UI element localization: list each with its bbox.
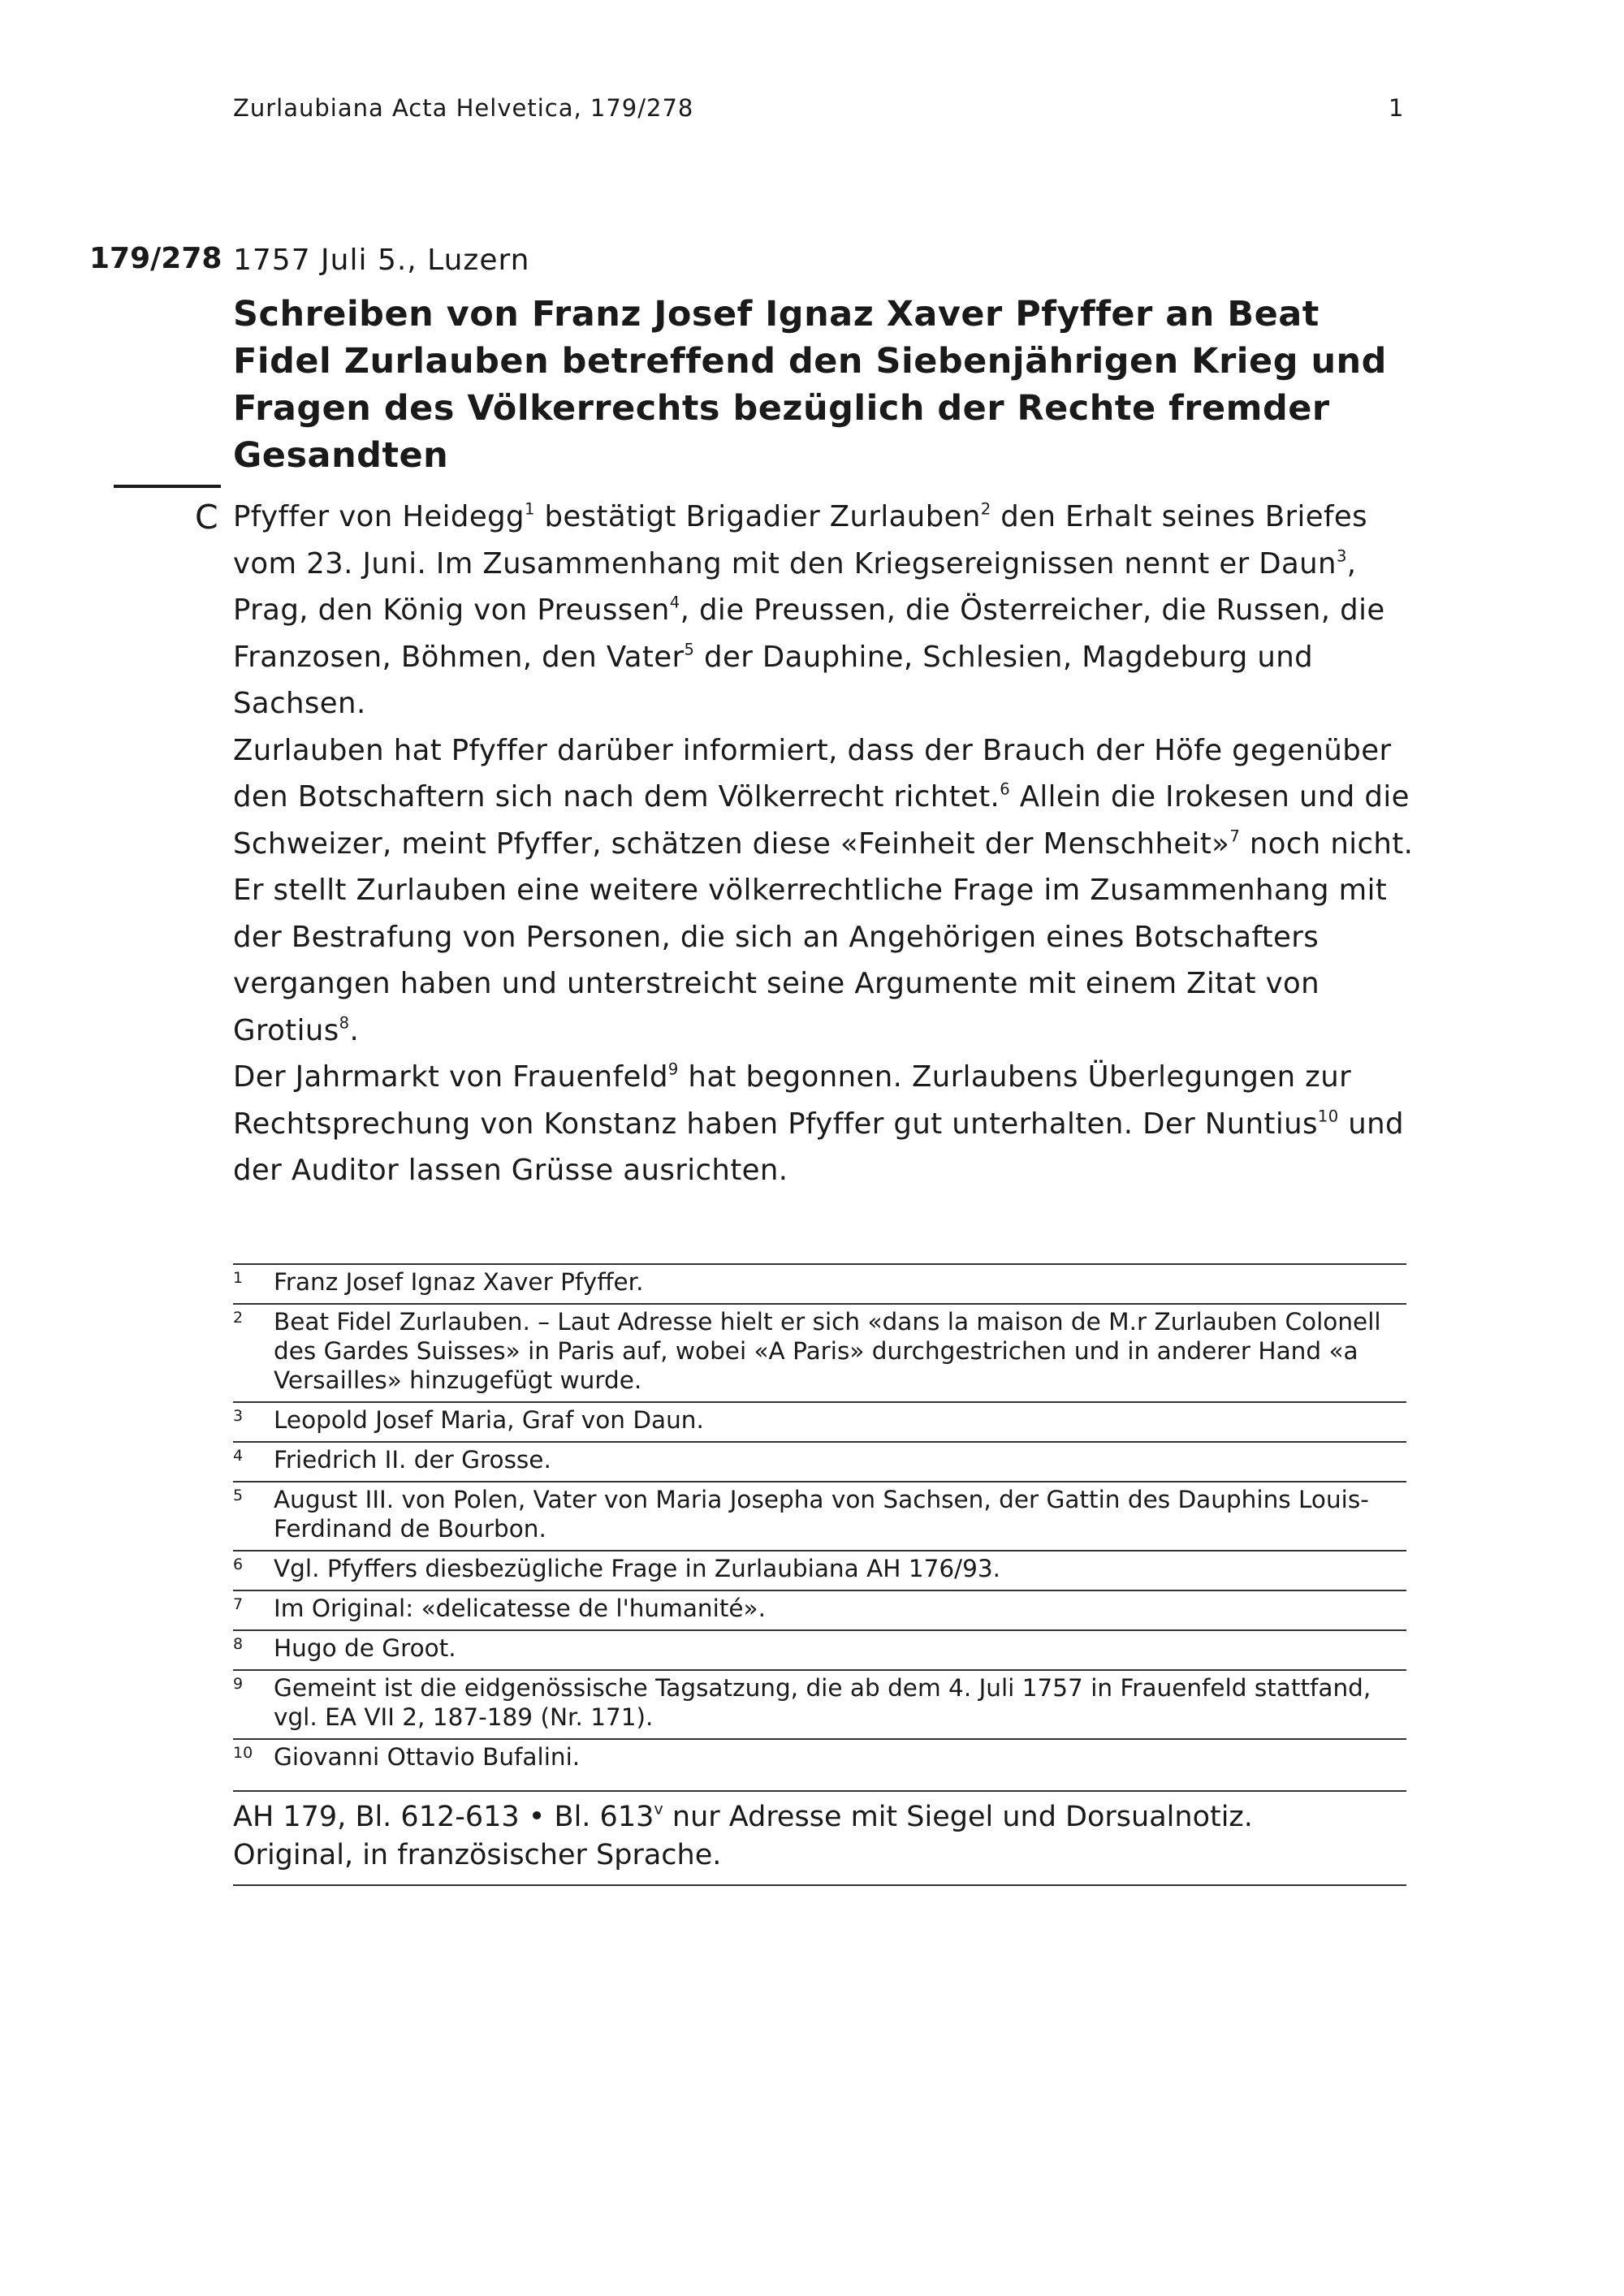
footnote-ref[interactable]: 7 bbox=[1229, 826, 1241, 845]
footnote-ref[interactable]: 2 bbox=[980, 499, 991, 519]
footnote-ref[interactable]: 1 bbox=[524, 499, 535, 519]
footnote-number: 2 bbox=[233, 1309, 244, 1327]
footnote-number: 1 bbox=[233, 1269, 244, 1287]
footnote bbox=[233, 1263, 1406, 1303]
summary-paragraph-1: Pfyffer von Heidegg$^1$ bestätigt Brigadier Zurlauben$^2$ den Erhalt seines Briefes vom 23. Juni. Im Zusammenhang mit den Kriegsereignissen nennt er Daun$^3$, Prag, den König von Preussen$^4$, die Preussen, die Österreicher, die Russen, die Franzosen, Böhmen, den Vater$^5$ der Dauphine, Schlesien, Magdeburg und Sachsen. bbox=[233, 499, 1385, 720]
footnote-ref[interactable]: 10 bbox=[1317, 1106, 1339, 1125]
footnote-number: 10 bbox=[233, 1744, 253, 1762]
footnote-text: Leopold Josef Maria, Graf von Daun. bbox=[274, 1406, 704, 1434]
footnote bbox=[233, 1669, 1406, 1738]
footnote-text: Vgl. Pfyffers diesbezügliche Frage in Zurlaubiana AH 176/93. bbox=[274, 1555, 1000, 1582]
footnote-ref[interactable]: 5 bbox=[684, 639, 695, 658]
margin-letter: C bbox=[195, 498, 218, 537]
footnote bbox=[233, 1590, 1406, 1629]
footnote-number: 8 bbox=[233, 1635, 244, 1653]
footnote bbox=[233, 1738, 1406, 1778]
footnotes bbox=[233, 1263, 1406, 1778]
entry-title: Schreiben von Franz Josef Ignaz Xaver Pfyffer an Beat Fidel Zurlauben betreffend den Siebenjährigen Krieg und Fragen des Völkerrechts bezüglich der Rechte fremder Gesandten bbox=[233, 294, 1387, 476]
footnote-text: Franz Josef Ignaz Xaver Pfyffer. bbox=[274, 1268, 644, 1296]
entry-date-place: 1757 Juli 5., Luzern bbox=[233, 244, 530, 277]
running-title: Zurlaubiana Acta Helvetica, 179/278 bbox=[233, 94, 694, 122]
footnote bbox=[233, 1401, 1406, 1441]
footnote-ref[interactable]: 8 bbox=[339, 1012, 350, 1032]
footnote-ref[interactable]: 3 bbox=[1336, 546, 1347, 565]
summary-paragraph-2: Zurlauben hat Pfyffer darüber informiert, dass der Brauch der Höfe gegenüber den Botschaftern sich nach dem Völkerrecht richtet.$^6$ Allein die Irokesen und die Schweizer, meint Pfyffer, schätzen diese «Feinheit der Menschheit»$^7$ noch nicht. Er stellt Zurlauben eine weitere völkerrechtliche Frage im Zusammenhang mit der Bestrafung von Personen, die sich an Angehörigen eines Botschafters vergangen haben und unterstreicht seine Argumente mit einem Zitat von Grotius$^8$. bbox=[233, 733, 1414, 1047]
footnote-ref[interactable]: 4 bbox=[669, 593, 680, 612]
footnote-number: 5 bbox=[233, 1487, 244, 1504]
footnote-text: Im Original: «delicatesse de l'humanité». bbox=[274, 1595, 766, 1622]
footnote bbox=[233, 1481, 1406, 1550]
footnote-number: 6 bbox=[233, 1556, 244, 1573]
footnote-number: 4 bbox=[233, 1447, 244, 1465]
footnote bbox=[233, 1629, 1406, 1669]
footnote-number: 3 bbox=[233, 1407, 244, 1425]
source-note bbox=[233, 1790, 1406, 1886]
footnote-text: Gemeint ist die eidgenössische Tagsatzung, die ab dem 4. Juli 1757 in Frauenfeld stattfand, vgl. EA VII 2, 187-189 (Nr. 171). bbox=[274, 1674, 1371, 1731]
summary bbox=[233, 494, 1419, 1194]
summary-paragraph-3: Der Jahrmarkt von Frauenfeld$^9$ hat begonnen. Zurlaubens Überlegungen zur Rechtsprechung von Konstanz haben Pfyffer gut unterhalten. Der Nuntius$^{10}$ und der Auditor lassen Grüsse ausrichten. bbox=[233, 1060, 1404, 1187]
footnote-number: 9 bbox=[233, 1675, 244, 1693]
footnote-text: Friedrich II. der Grosse. bbox=[274, 1446, 551, 1474]
footnote-number: 7 bbox=[233, 1595, 244, 1613]
footnote-text: Beat Fidel Zurlauben. – Laut Adresse hielt er sich «dans la maison de M.r Zurlauben Colonell des Gardes Suisses» in Paris auf, wobei «A Paris» durchgestrichen und in anderer Hand «a Versailles» hinzugefügt wurde. bbox=[274, 1308, 1381, 1394]
footnote-ref[interactable]: 9 bbox=[667, 1060, 679, 1079]
source-line-1: AH 179, Bl. 612-613 • Bl. 613$^v$ nur Adresse mit Siegel und Dorsualnotiz. bbox=[233, 1799, 1253, 1833]
footnote bbox=[233, 1441, 1406, 1481]
footnote bbox=[233, 1550, 1406, 1590]
footnote bbox=[233, 1303, 1406, 1401]
footnote-ref[interactable]: 6 bbox=[1000, 779, 1011, 799]
footnote-text: Giovanni Ottavio Bufalini. bbox=[274, 1743, 581, 1771]
footnote-text: Hugo de Groot. bbox=[274, 1634, 456, 1662]
source-line-2: Original, in französischer Sprache. bbox=[233, 1839, 722, 1871]
footnote-text: August III. von Polen, Vater von Maria Josepha von Sachsen, der Gattin des Dauphins Louis-Ferdinand de Bourbon. bbox=[274, 1486, 1369, 1543]
entry-number: 179/278 bbox=[89, 242, 222, 275]
margin-rule bbox=[114, 485, 221, 488]
page-number: 1 bbox=[1389, 94, 1404, 122]
